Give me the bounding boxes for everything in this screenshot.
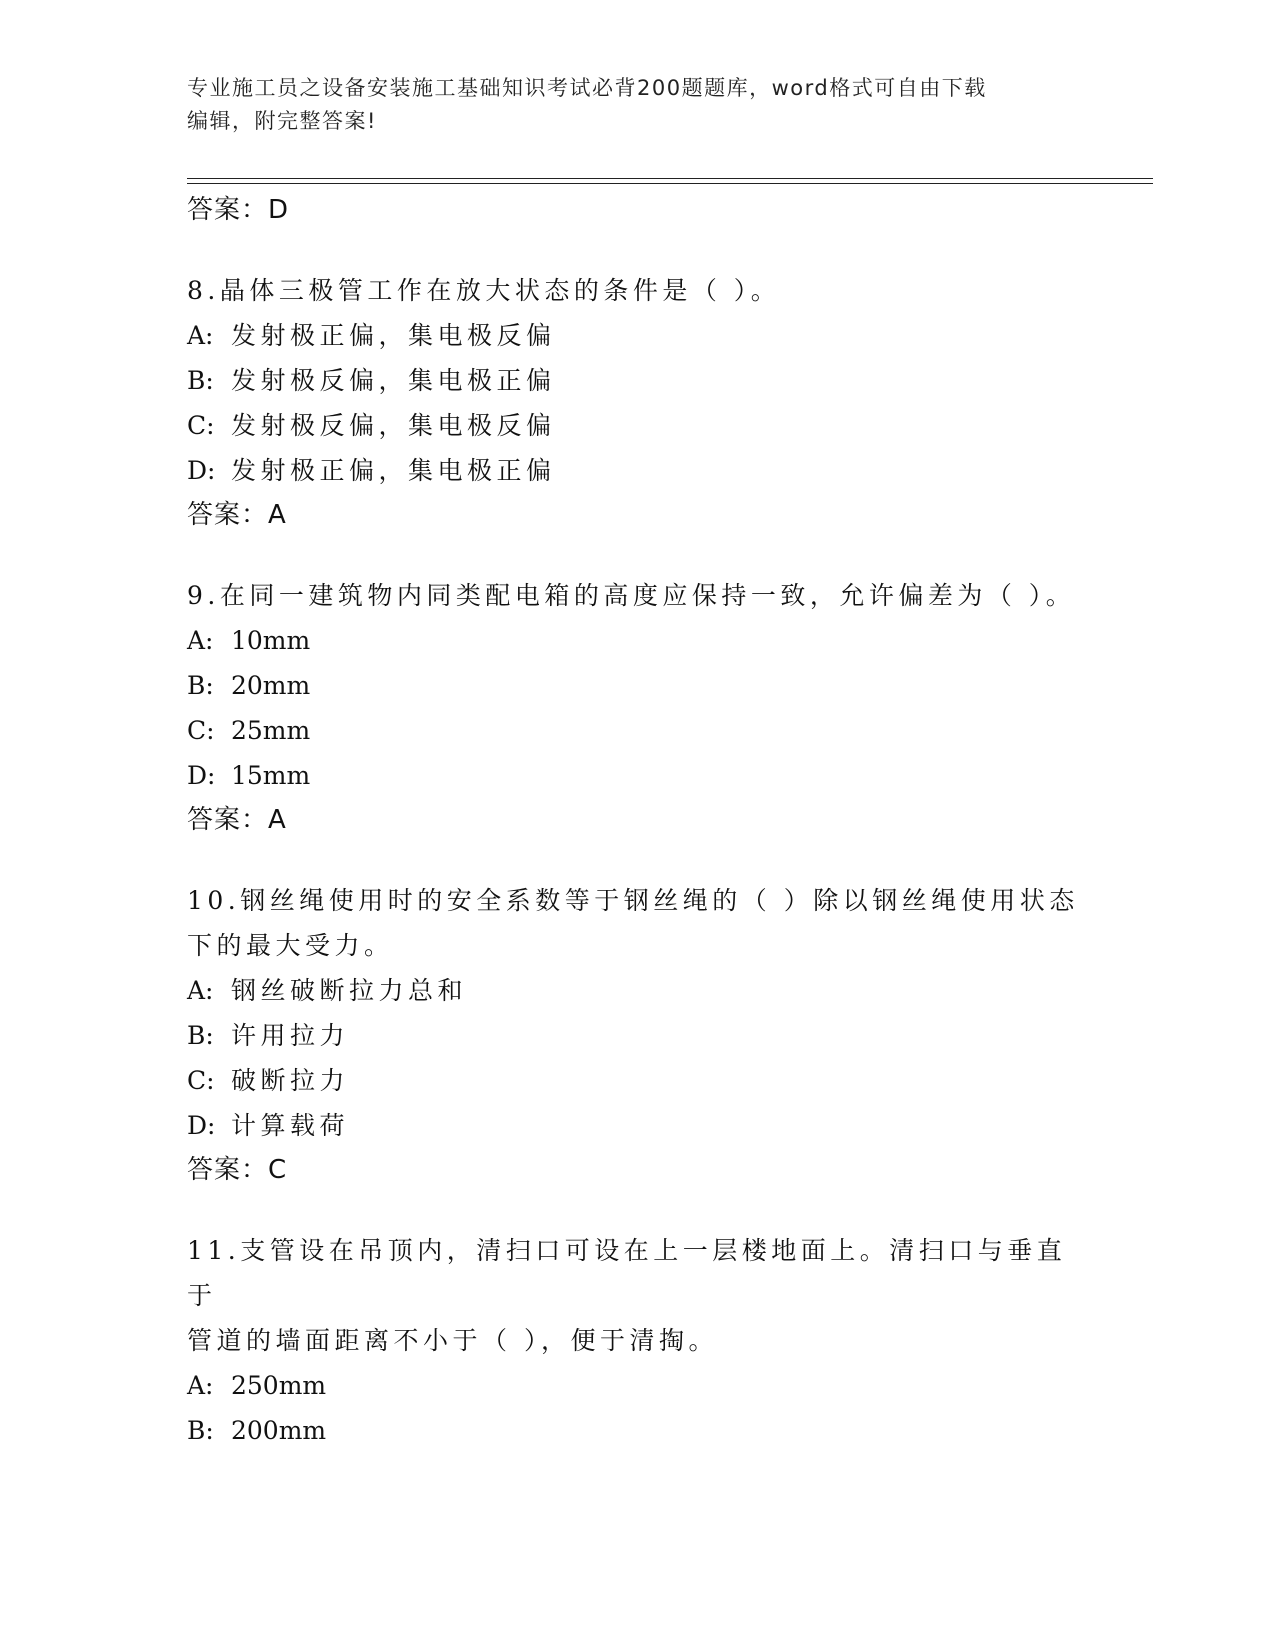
header-divider-top [187, 178, 1153, 179]
option-value: 计算载荷 [231, 1111, 350, 1140]
option-value: 破断拉力 [231, 1066, 350, 1095]
option-row [187, 403, 1087, 448]
spacer [187, 1193, 1087, 1228]
option-row [187, 753, 1087, 798]
option-key: C: [187, 411, 215, 440]
option-value: 250mm [231, 1371, 327, 1400]
option-key: D: [187, 1111, 216, 1140]
option-value: 发射极正偏，集电极反偏 [231, 321, 556, 350]
option-row [187, 1058, 1087, 1103]
option-row [187, 1103, 1087, 1148]
option-value: 许用拉力 [231, 1021, 350, 1050]
question-block [187, 573, 1087, 843]
question-block [187, 1228, 1087, 1453]
question-text: 9.在同一建筑物内同类配电箱的高度应保持一致，允许偏差为（ ）。 [187, 581, 1076, 610]
option-row [187, 708, 1087, 753]
option-row [187, 1363, 1087, 1408]
answer-line: 答案：A [187, 805, 287, 835]
option-value: 发射极反偏，集电极反偏 [231, 411, 556, 440]
question-text-line-1: 10.钢丝绳使用时的安全系数等于钢丝绳的（ ）除以钢丝绳使用状态 [187, 886, 1079, 915]
option-value: 25mm [231, 716, 311, 745]
option-key: B: [187, 1021, 214, 1050]
question-text-line-2: 管道的墙面距离不小于（ ），便于清掏。 [187, 1326, 718, 1355]
option-row [187, 663, 1087, 708]
option-key: C: [187, 1066, 215, 1095]
header-title-line-2: 编辑，附完整答案! [187, 109, 377, 133]
option-value: 20mm [231, 671, 311, 700]
option-row [187, 448, 1087, 493]
option-value: 10mm [231, 626, 311, 655]
header-title-line-1: 专业施工员之设备安装施工基础知识考试必背200题题库，word格式可自由下载 [187, 76, 987, 100]
option-key: A: [187, 1371, 214, 1400]
spacer [187, 233, 1087, 268]
option-value: 发射极正偏，集电极正偏 [231, 456, 556, 485]
answer-line: 答案：C [187, 1155, 288, 1185]
option-row [187, 968, 1087, 1013]
answer-line: 答案：D [187, 195, 290, 225]
spacer [187, 538, 1087, 573]
question-text: 8.晶体三极管工作在放大状态的条件是（ ）。 [187, 276, 781, 305]
option-key: A: [187, 976, 214, 1005]
option-key: C: [187, 716, 215, 745]
option-key: B: [187, 366, 214, 395]
option-row [187, 1013, 1087, 1058]
header-divider-bottom [187, 183, 1153, 184]
option-row [187, 618, 1087, 663]
option-key: B: [187, 1416, 214, 1445]
option-key: B: [187, 671, 214, 700]
document-header [187, 72, 1087, 138]
question-text-line-2: 下的最大受力。 [187, 931, 394, 960]
question-text-line-1: 11.支管设在吊顶内，清扫口可设在上一层楼地面上。清扫口与垂直于 [187, 1236, 1067, 1310]
option-value: 200mm [231, 1416, 327, 1445]
question-block [187, 268, 1087, 538]
question-list [187, 188, 1087, 1453]
question-block [187, 878, 1087, 1193]
option-key: D: [187, 761, 216, 790]
option-row [187, 313, 1087, 358]
option-value: 钢丝破断拉力总和 [231, 976, 468, 1005]
option-key: A: [187, 321, 214, 350]
answer-line: 答案：A [187, 500, 287, 530]
option-value: 15mm [231, 761, 311, 790]
option-row [187, 358, 1087, 403]
option-key: D: [187, 456, 216, 485]
option-key: A: [187, 626, 214, 655]
option-row [187, 1408, 1087, 1453]
spacer [187, 843, 1087, 878]
option-value: 发射极反偏，集电极正偏 [231, 366, 556, 395]
